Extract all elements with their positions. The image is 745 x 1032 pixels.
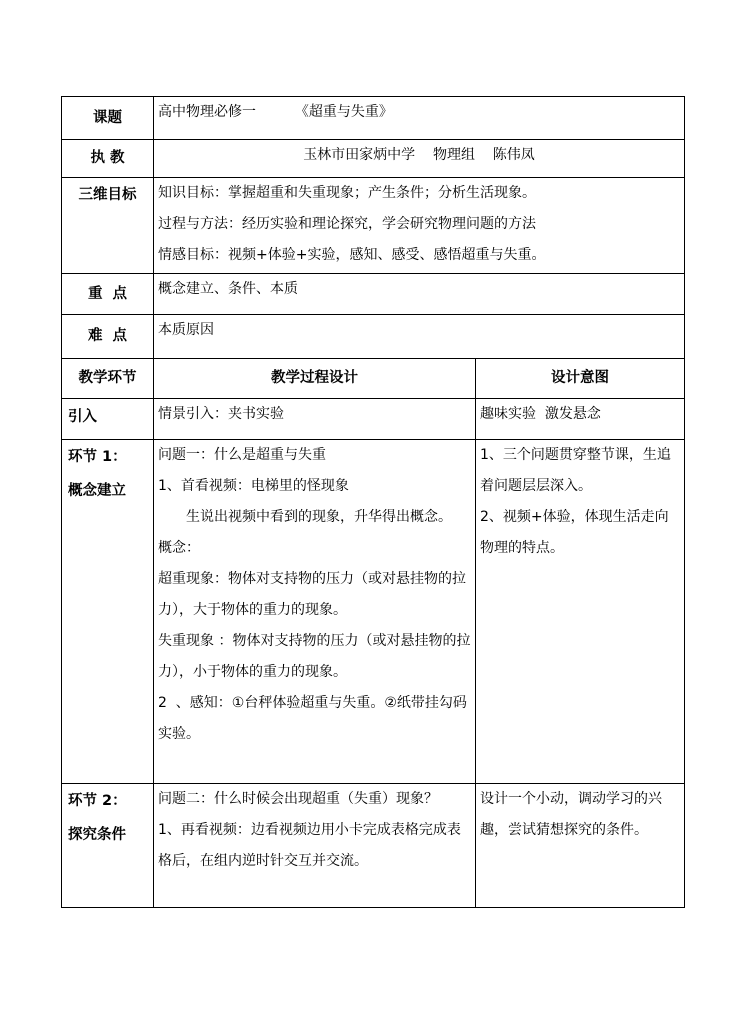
difficulty-row [62, 315, 685, 359]
overweight-definition: 超重现象：物体对支持物的压力（或对悬挂物的拉力），大于物体的重力的现象。 [158, 571, 466, 618]
teacher-label: 执 教 [62, 140, 154, 178]
stage1-number: 环节 1： [68, 449, 127, 465]
lesson-plan-table [61, 96, 685, 908]
stage2-stage [62, 784, 154, 908]
teacher-value: 玉林市田家炳中学 物理组 陈伟凤 [154, 140, 685, 178]
process-goal: 过程与方法：经历实验和理论探究，学会研究物理问题的方法 [158, 216, 536, 232]
lesson-title: 《超重与失重》 [294, 104, 393, 120]
stage-header: 教学环节 [62, 359, 154, 399]
video-one: 1、首看视频：电梯里的怪现象 [158, 478, 349, 494]
question-one: 问题一：什么是超重与失重 [158, 447, 326, 463]
intent-header: 设计意图 [476, 359, 685, 399]
topic-value [154, 97, 685, 140]
teacher-row [62, 140, 685, 178]
stage1-row [62, 440, 685, 784]
stage2-number: 环节 2： [68, 793, 127, 809]
goals-value [154, 178, 685, 274]
knowledge-goal: 知识目标：掌握超重和失重现象；产生条件；分析生活现象。 [158, 185, 536, 201]
stage2-intent: 设计一个小动，调动学习的兴趣，尝试猜想探究的条件。 [476, 784, 685, 908]
concept-heading: 概念： [158, 540, 200, 556]
perception-activity: 2 、感知：①台秤体验超重与失重。②纸带挂勾码实验。 [158, 695, 467, 742]
goals-label: 三维目标 [62, 178, 154, 274]
intro-process: 情景引入：夹书实验 [154, 399, 476, 440]
weightless-definition: 失重现象 ：物体对支持物的压力（或对悬挂物的拉力），小于物体的重力的现象。 [158, 633, 471, 680]
stage2-process [154, 784, 476, 908]
difficulty-value: 本质原因 [154, 315, 685, 359]
video-two: 1、再看视频：边看视频边用小卡完成表格完成表格后，在组内逆时针交互并交流。 [158, 822, 461, 869]
emotion-goal: 情感目标：视频+体验+实验，感知、感受、感悟超重与失重。 [158, 247, 546, 263]
intro-row [62, 399, 685, 440]
intro-intent: 趣味实验 激发悬念 [476, 399, 685, 440]
stage2-row [62, 784, 685, 908]
student-observation: 生说出视频中看到的现象，升华得出概念。 [186, 509, 452, 525]
topic-label: 课题 [62, 97, 154, 140]
intro-stage: 引入 [62, 399, 154, 440]
goals-row [62, 178, 685, 274]
stage1-intent-1: 1、三个问题贯穿整节课，生追着问题层层深入。 [480, 447, 671, 494]
process-header: 教学过程设计 [154, 359, 476, 399]
stage1-process [154, 440, 476, 784]
stage1-intent [476, 440, 685, 784]
stage1-stage [62, 440, 154, 784]
topic-row [62, 97, 685, 140]
stage2-name: 探究条件 [68, 827, 126, 843]
section-header-row [62, 359, 685, 399]
key-point-label: 重 点 [62, 274, 154, 315]
key-point-row [62, 274, 685, 315]
question-two: 问题二：什么时候会出现超重（失重）现象？ [158, 791, 438, 807]
difficulty-label: 难 点 [62, 315, 154, 359]
stage1-name: 概念建立 [68, 483, 126, 499]
stage1-intent-2: 2、视频+体验，体现生活走向物理的特点。 [480, 509, 669, 556]
key-point-value: 概念建立、条件、本质 [154, 274, 685, 315]
course-name: 高中物理必修一 [158, 104, 256, 120]
